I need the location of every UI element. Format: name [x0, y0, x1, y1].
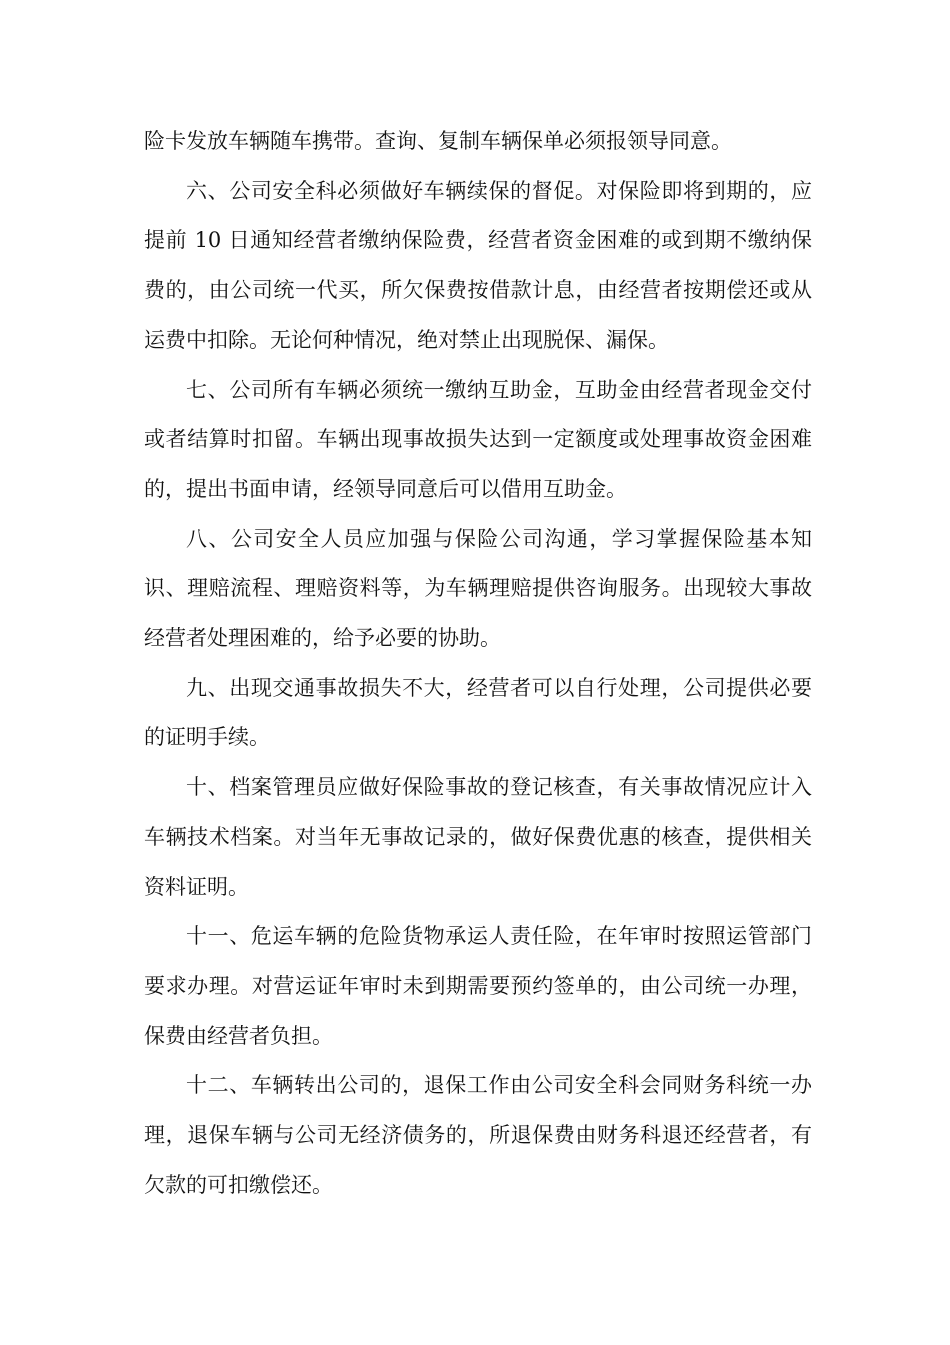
paragraph-article-12: 十二、车辆转出公司的，退保工作由公司安全科会同财务科统一办理，退保车辆与公司无经济债务的，所退保费由财务科退还经营者，有欠款的可扣缴偿还。: [144, 1073, 812, 1197]
paragraph-continuation: 险卡发放车辆随车携带。查询、复制车辆保单必须报领导同意。: [144, 129, 732, 153]
paragraph-article-11: 十一、危运车辆的危险货物承运人责任险，在年审时按照运管部门要求办理。对营运证年审时未到期需要预约签单的，由公司统一办理，保费由经营者负担。: [144, 924, 812, 1048]
paragraph-article-10: 十、档案管理员应做好保险事故的登记核查，有关事故情况应计入车辆技术档案。对当年无事故记录的，做好保费优惠的核查，提供相关资料证明。: [144, 775, 812, 899]
paragraph-article-8: 八、公司安全人员应加强与保险公司沟通，学习掌握保险基本知识、理赔流程、理赔资料等，为车辆理赔提供咨询服务。出现较大事故经营者处理困难的，给予必要的协助。: [144, 526, 812, 651]
paragraph-article-7: 七、公司所有车辆必须统一缴纳互助金，互助金由经营者现金交付或者结算时扣留。车辆出现事故损失达到一定额度或处理事故资金困难的，提出书面申请，经领导同意后可以借用互助金。: [144, 377, 812, 501]
document-body: [144, 117, 812, 1210]
paragraph-article-6: 六、公司安全科必须做好车辆续保的督促。对保险即将到期的，应提前 10 日通知经营者缴纳保险费，经营者资金困难的或到期不缴纳保费的，由公司统一代买，所欠保费按借款计息，由经营者按期偿还或从运费中扣除。无论何种情况，绝对禁止出现脱保、漏保。: [144, 178, 812, 352]
paragraph-article-9: 九、出现交通事故损失不大，经营者可以自行处理，公司提供必要的证明手续。: [144, 675, 812, 750]
